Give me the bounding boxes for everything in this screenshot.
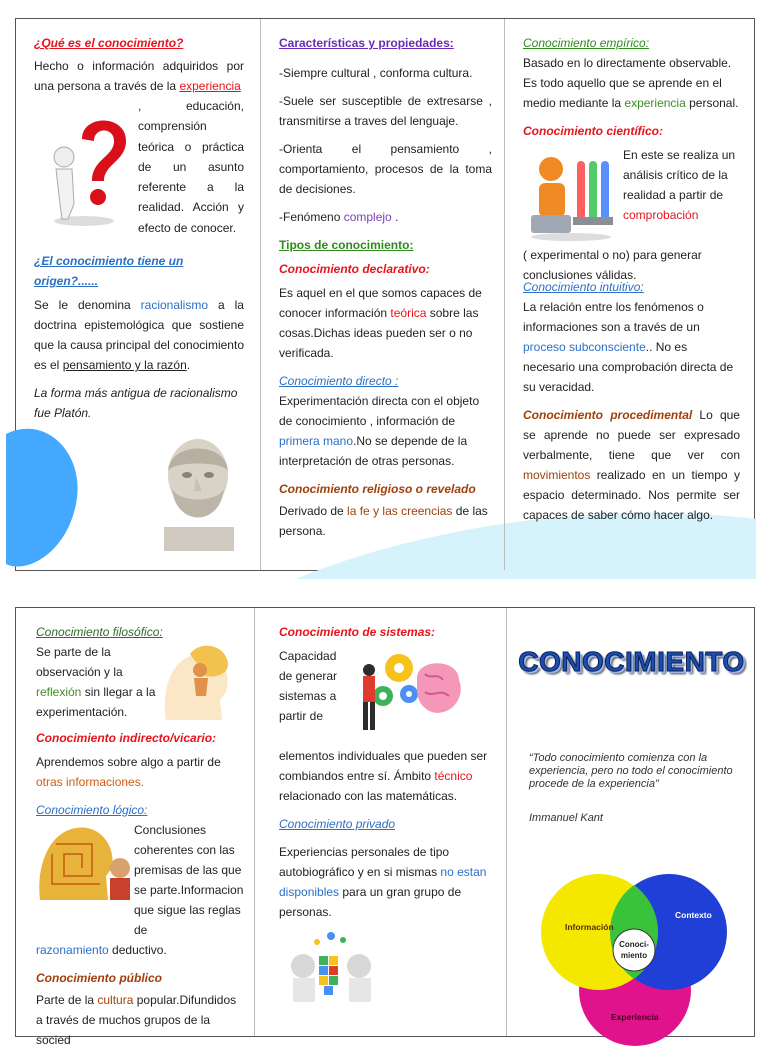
text-span: sin llegar a la experimentación. — [36, 685, 156, 719]
scientific-text-bottom — [523, 245, 741, 285]
intuitive-text — [523, 297, 740, 397]
definition-text-top — [34, 57, 244, 96]
text-span: La relación entre los fenómenos o informaciones son a través de un — [523, 300, 704, 334]
knowledge-venn-diagram — [525, 870, 737, 1030]
text-span: Derivado de — [279, 504, 348, 518]
scientist-lab-icon — [523, 147, 619, 243]
text-span: personal. — [685, 96, 739, 110]
definition-text-right — [138, 96, 244, 238]
subsection-title: Conocimiento religioso o revelado — [279, 482, 476, 496]
text-span: Conclusiones coherentes con las premisas de las que se parte.Informacion que sigue las reglas de — [134, 823, 244, 937]
kant-quote: “Todo conocimiento comienza con la experiencia, pero no todo el conocimiento procede de la experiencia” — [529, 752, 733, 790]
text-span: .. No es necesario una comprobación directa de su veracidad. — [523, 340, 734, 394]
sheet1-column-1 — [16, 19, 260, 570]
keyword-primera-mano: primera mano — [279, 434, 354, 448]
property-item: -Suele ser susceptible de extresarse , transmitirse a traves del lenguaje. — [279, 94, 492, 128]
philosophical-text — [36, 642, 156, 722]
empirical-text — [523, 53, 740, 113]
text-span: para un gran grupo de personas. — [279, 885, 462, 919]
text-span: relacionado con las matemáticas. — [279, 789, 458, 803]
logical-text-bottom — [36, 940, 246, 960]
section-title: ¿El conocimiento tiene un origen?...... — [34, 254, 184, 288]
text-span: popular.Difundidos a través de muchos grupos de la socied — [36, 993, 237, 1047]
scientific-block — [523, 145, 740, 282]
brochure-title: CONOCIMIENTO — [518, 646, 745, 677]
venn-label-informacion: Información — [565, 922, 614, 932]
brochure-front-sheet — [15, 18, 755, 571]
text-span: Se le denomina — [34, 298, 141, 312]
subsection-title: Conocimiento intuitivo: — [523, 280, 644, 294]
keyword-razonamiento: razonamiento — [36, 943, 109, 957]
systems-block — [279, 646, 494, 746]
brochure-back-sheet — [15, 607, 755, 1047]
definition-block — [34, 57, 248, 247]
text-span: Aprendemos sobre algo a partir de — [36, 755, 221, 769]
venn-label-experiencia: Experiencia — [611, 1012, 659, 1022]
keyword-comprobacion: comprobación — [623, 208, 699, 222]
keyword-pensamiento: pensamiento y la razón — [62, 358, 187, 372]
declarative-text — [279, 283, 492, 363]
thinker-head-icon — [156, 640, 236, 724]
keyword-otras-informaciones: otras informaciones. — [36, 775, 145, 789]
text-span: Parte de la — [36, 993, 98, 1007]
religious-text — [279, 501, 492, 541]
text-span: elementos individuales que pueden ser combiandos entre sí. Ámbito — [279, 749, 488, 783]
logical-text-right — [134, 820, 246, 940]
text-span: . — [186, 358, 191, 372]
definition-text: Hecho o información adquiridos por una persona a través de la — [34, 59, 244, 93]
keyword-racionalismo: racionalismo — [140, 298, 209, 312]
text-span: deductivo. — [108, 943, 167, 957]
text-span: . — [391, 210, 399, 224]
plato-note: La forma más antigua de racionalismo fue Platón. — [34, 386, 238, 420]
direct-text — [279, 391, 492, 471]
text-span: Lo que se aprende no puede ser expresado verbalmente, tiene que ver con — [523, 408, 740, 462]
systems-text-wrap: Capacidad de generar sistemas a partir de — [279, 649, 338, 723]
text-span: En este se realiza un análisis crítico de la realidad a partir de — [623, 148, 736, 202]
subsection-title: Conocimiento filosófico: — [36, 625, 163, 639]
indirect-text — [36, 752, 246, 792]
subsection-title: Conocimiento declarativo: — [279, 262, 430, 276]
origin-text — [34, 295, 244, 375]
section-title: Tipos de conocimiento: — [279, 238, 414, 252]
subsection-title: Conocimiento privado — [279, 817, 396, 831]
procedural-text — [523, 405, 740, 525]
venn-center — [613, 929, 655, 971]
keyword-reflexion: reflexión — [36, 685, 82, 699]
subsection-title: Conocimiento empírico: — [523, 36, 650, 50]
gears-brain-icon — [355, 650, 465, 736]
systems-text-left — [279, 646, 341, 726]
keyword-complejo: complejo — [343, 210, 392, 224]
sheet1-column-2 — [261, 19, 504, 570]
property-item — [279, 207, 492, 227]
property-item: -Orienta el pensamiento , comportamiento, procesos de la toma de decisiones. — [279, 142, 492, 196]
subsection-title: Conocimiento procedimental — [523, 408, 693, 422]
private-text — [279, 842, 494, 922]
venn-label-center-line1: Conoci- — [619, 940, 649, 949]
text-span: .No se depende de la interpretación de otras personas. — [279, 434, 468, 468]
question-mark-figure-icon — [34, 109, 134, 227]
keyword-teorica: teórica — [390, 306, 427, 320]
cubes-heads-icon — [281, 926, 381, 1006]
venn-label-center-line2: miento — [620, 951, 648, 960]
logical-block — [36, 820, 246, 942]
text-span: Basado en lo directamente observable. Es todo aquello que se aprende en el medio mediante la — [523, 56, 732, 110]
subsection-title: Conocimiento público — [36, 971, 162, 985]
subsection-title: Conocimiento indirecto/vicario: — [36, 731, 217, 745]
text-span: ( experimental o no) para generar conclusiones válidas. — [523, 248, 702, 282]
subsection-title: Conocimiento directo : — [279, 374, 399, 388]
keyword-proceso: proceso subconsciente — [523, 340, 646, 354]
subsection-title: Conocimiento lógico: — [36, 803, 148, 817]
keyword-tecnico: técnico — [434, 769, 473, 783]
maze-head-icon — [36, 824, 132, 900]
sheet2-column-1 — [16, 608, 254, 1047]
sheet1-column-3 — [505, 19, 756, 570]
text-span: -Fenómeno — [279, 210, 344, 224]
keyword-movimientos: movimientos — [523, 468, 591, 482]
venn-label-contexto: Contexto — [675, 910, 712, 920]
scientific-text-right — [623, 145, 741, 225]
keyword-no-disponibles: no estan disponibles — [279, 865, 487, 899]
philosophical-block — [36, 642, 246, 722]
definition-text: , educación, comprensión teórica o práctica de un asunto referente a la realidad. Acción y efecto de conocer. — [138, 99, 244, 235]
plato-bust-image — [150, 431, 246, 551]
text-span: Es aquel en el que somos capaces de conocer información — [279, 286, 482, 320]
public-text — [36, 990, 246, 1050]
text-span: Se parte de la observación y la — [36, 645, 123, 679]
sheet2-column-2 — [255, 608, 506, 1036]
keyword-experiencia: experiencia — [624, 96, 686, 110]
text-span: realizado en un tiempo y espacio determinado. Nos permite ser capaces de saber cómo hacer algo. — [523, 468, 740, 522]
subsection-title: Conocimiento de sistemas: — [279, 625, 436, 639]
text-span: Experimentación directa con el objeto de conocimiento , información de — [279, 394, 480, 428]
systems-text-bottom — [279, 746, 494, 806]
quote-author: Immanuel Kant — [529, 812, 603, 824]
text-span: de las persona. — [279, 504, 488, 538]
keyword-fe: la fe y las creencias — [347, 504, 453, 518]
property-item: -Siempre cultural , conforma cultura. — [279, 66, 473, 80]
sheet2-column-3 — [507, 608, 756, 1036]
text-span: Experiencias personales de tipo autobiográfico y en si mismas — [279, 845, 450, 879]
subsection-title: Conocimiento científico: — [523, 124, 664, 138]
keyword-experiencia: experiencia — [179, 78, 241, 93]
section-title: Características y propiedades: — [279, 36, 454, 50]
text-span: a la doctrina epistemológica que sostiene que la causa principal del conocimiento es el — [34, 298, 244, 372]
keyword-cultura: cultura — [97, 993, 134, 1007]
section-title: ¿Qué es el conocimiento? — [34, 36, 184, 50]
text-span: sobre las cosas.Dichas ideas pueden ser o no verificada. — [279, 306, 479, 360]
